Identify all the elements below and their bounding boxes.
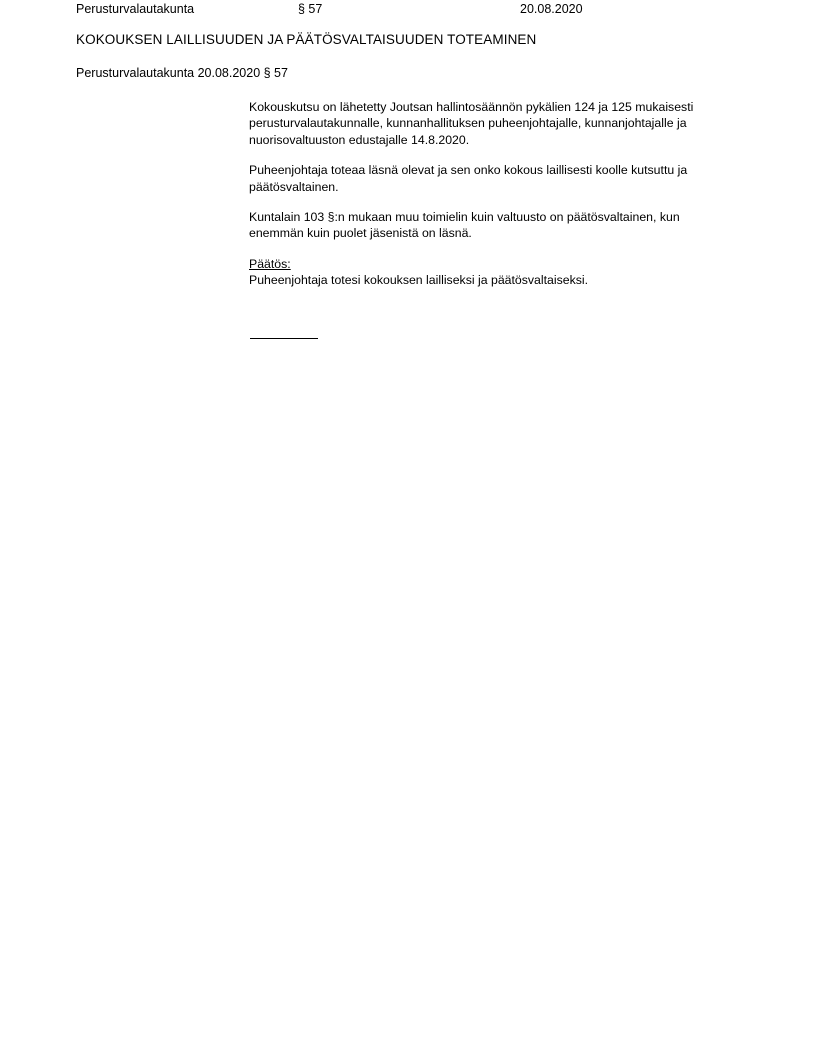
body-paragraph-3: Kuntalain 103 §:n mukaan muu toimielin kuin valtuusto on päätösvaltainen, kun enemmän kuin puolet jäsenistä on läsnä. bbox=[249, 210, 680, 241]
header-organization: Perusturvalautakunta bbox=[76, 2, 195, 16]
page-title: KOKOUKSEN LAILLISUUDEN JA PÄÄTÖSVALTAISUUDEN TOTEAMINEN bbox=[76, 32, 537, 47]
decision-label: Päätös: bbox=[249, 256, 291, 271]
separator-line bbox=[250, 338, 318, 339]
body-paragraph-1: Kokouskutsu on lähetetty Joutsan hallintosäännön pykälien 124 ja 125 mukaisesti perusturvalautakunnalle, kunnanhallituksen puheenjohtajalle, kunnanjohtajalle ja nuorisovaltuuston edustajalle 14.8.2020. bbox=[249, 100, 694, 147]
page-header bbox=[76, 0, 756, 18]
body-paragraph-2: Puheenjohtaja toteaa läsnä olevat ja sen onko kokous laillisesti koolle kutsuttu ja päätösvaltainen. bbox=[249, 163, 688, 194]
header-date: 20.08.2020 bbox=[520, 2, 583, 16]
document-body bbox=[249, 99, 737, 289]
decision-text: Puheenjohtaja totesi kokouksen lailliseksi ja päätösvaltaiseksi. bbox=[249, 273, 589, 288]
document-subtitle: Perusturvalautakunta 20.08.2020 § 57 bbox=[76, 66, 288, 80]
header-section-number: § 57 bbox=[298, 2, 323, 16]
decision-block bbox=[249, 256, 737, 289]
